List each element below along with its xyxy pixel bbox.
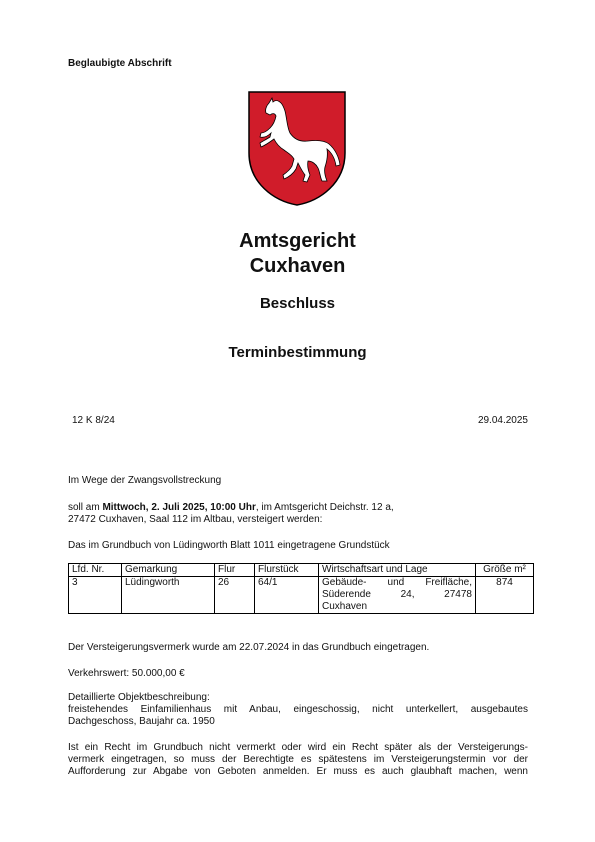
object-line1: freistehendes Einfamilienhaus mit Anbau, eingeschossig, nicht unterkellert, ausgebautes xyxy=(68,704,528,715)
title-beschluss: Beschluss xyxy=(259,295,336,312)
header-flurstueck: Flurstück xyxy=(255,564,319,577)
object-description xyxy=(68,692,528,728)
table-header-row xyxy=(69,564,534,577)
auction-pre: soll am xyxy=(68,502,103,513)
court-name-line2: Cuxhaven xyxy=(249,255,346,277)
auction-post: , im Amtsgericht Deichstr. 12 a, xyxy=(255,502,394,513)
auction-note-paragraph: Der Versteigerungsvermerk wurde am 22.07.2024 in das Grundbuch eingetragen. xyxy=(68,642,430,653)
lower-saxony-horse-crest-icon xyxy=(248,91,346,206)
file-number: 12 K 8/24 xyxy=(72,415,115,426)
header-groesse: Größe m² xyxy=(476,564,534,577)
title-terminbestimmung: Terminbestimmung xyxy=(228,344,367,361)
rights-line1: Ist ein Recht im Grundbuch nicht vermerkt oder wird ein Recht später als der Versteigerungs- xyxy=(68,742,528,753)
lage-line3: Cuxhaven xyxy=(322,601,368,612)
cell-gemarkung: Lüdingworth xyxy=(122,577,215,614)
intro-paragraph: Im Wege der Zwangsvollstreckung xyxy=(68,475,222,486)
document-date: 29.04.2025 xyxy=(477,415,528,426)
cell-groesse: 874 xyxy=(476,577,534,614)
table-row xyxy=(69,577,534,614)
header-wirtschaftsart: Wirtschaftsart und Lage xyxy=(319,564,476,577)
rights-line2: vermerk eingetragen, so muss der Berechtigte es spätestens im Versteigerungstermin vor der xyxy=(68,754,528,765)
certified-copy-note: Beglaubigte Abschrift xyxy=(68,58,172,69)
auction-date-paragraph xyxy=(68,502,528,526)
cell-flur: 26 xyxy=(215,577,255,614)
header-lfd-nr: Lfd. Nr. xyxy=(69,564,122,577)
header-gemarkung: Gemarkung xyxy=(122,564,215,577)
object-line2: Dachgeschoss, Baujahr ca. 1950 xyxy=(68,716,215,727)
cell-lage xyxy=(319,577,476,614)
rights-paragraph xyxy=(68,742,528,778)
cell-flurstueck: 64/1 xyxy=(255,577,319,614)
land-register-paragraph: Das im Grundbuch von Lüdingworth Blatt 1011 eingetragene Grundstück xyxy=(68,540,390,551)
object-label: Detaillierte Objektbeschreibung: xyxy=(68,692,210,703)
cell-nr: 3 xyxy=(69,577,122,614)
market-value: Verkehrswert: 50.000,00 € xyxy=(68,668,185,679)
court-name-line1: Amtsgericht xyxy=(239,230,356,252)
lage-line1: Gebäude- und Freifläche, xyxy=(322,577,472,588)
auction-location: 27472 Cuxhaven, Saal 112 im Altbau, versteigert werden: xyxy=(68,514,323,525)
lage-line2: Süderende 24, 27478 xyxy=(322,589,472,600)
property-table xyxy=(68,563,534,614)
rights-line3: Aufforderung zur Abgabe von Geboten anmelden. Er muss es auch glaubhaft machen, wenn xyxy=(68,766,528,777)
auction-datetime: Mittwoch, 2. Juli 2025, 10:00 Uhr xyxy=(102,502,256,513)
header-flur: Flur xyxy=(215,564,255,577)
